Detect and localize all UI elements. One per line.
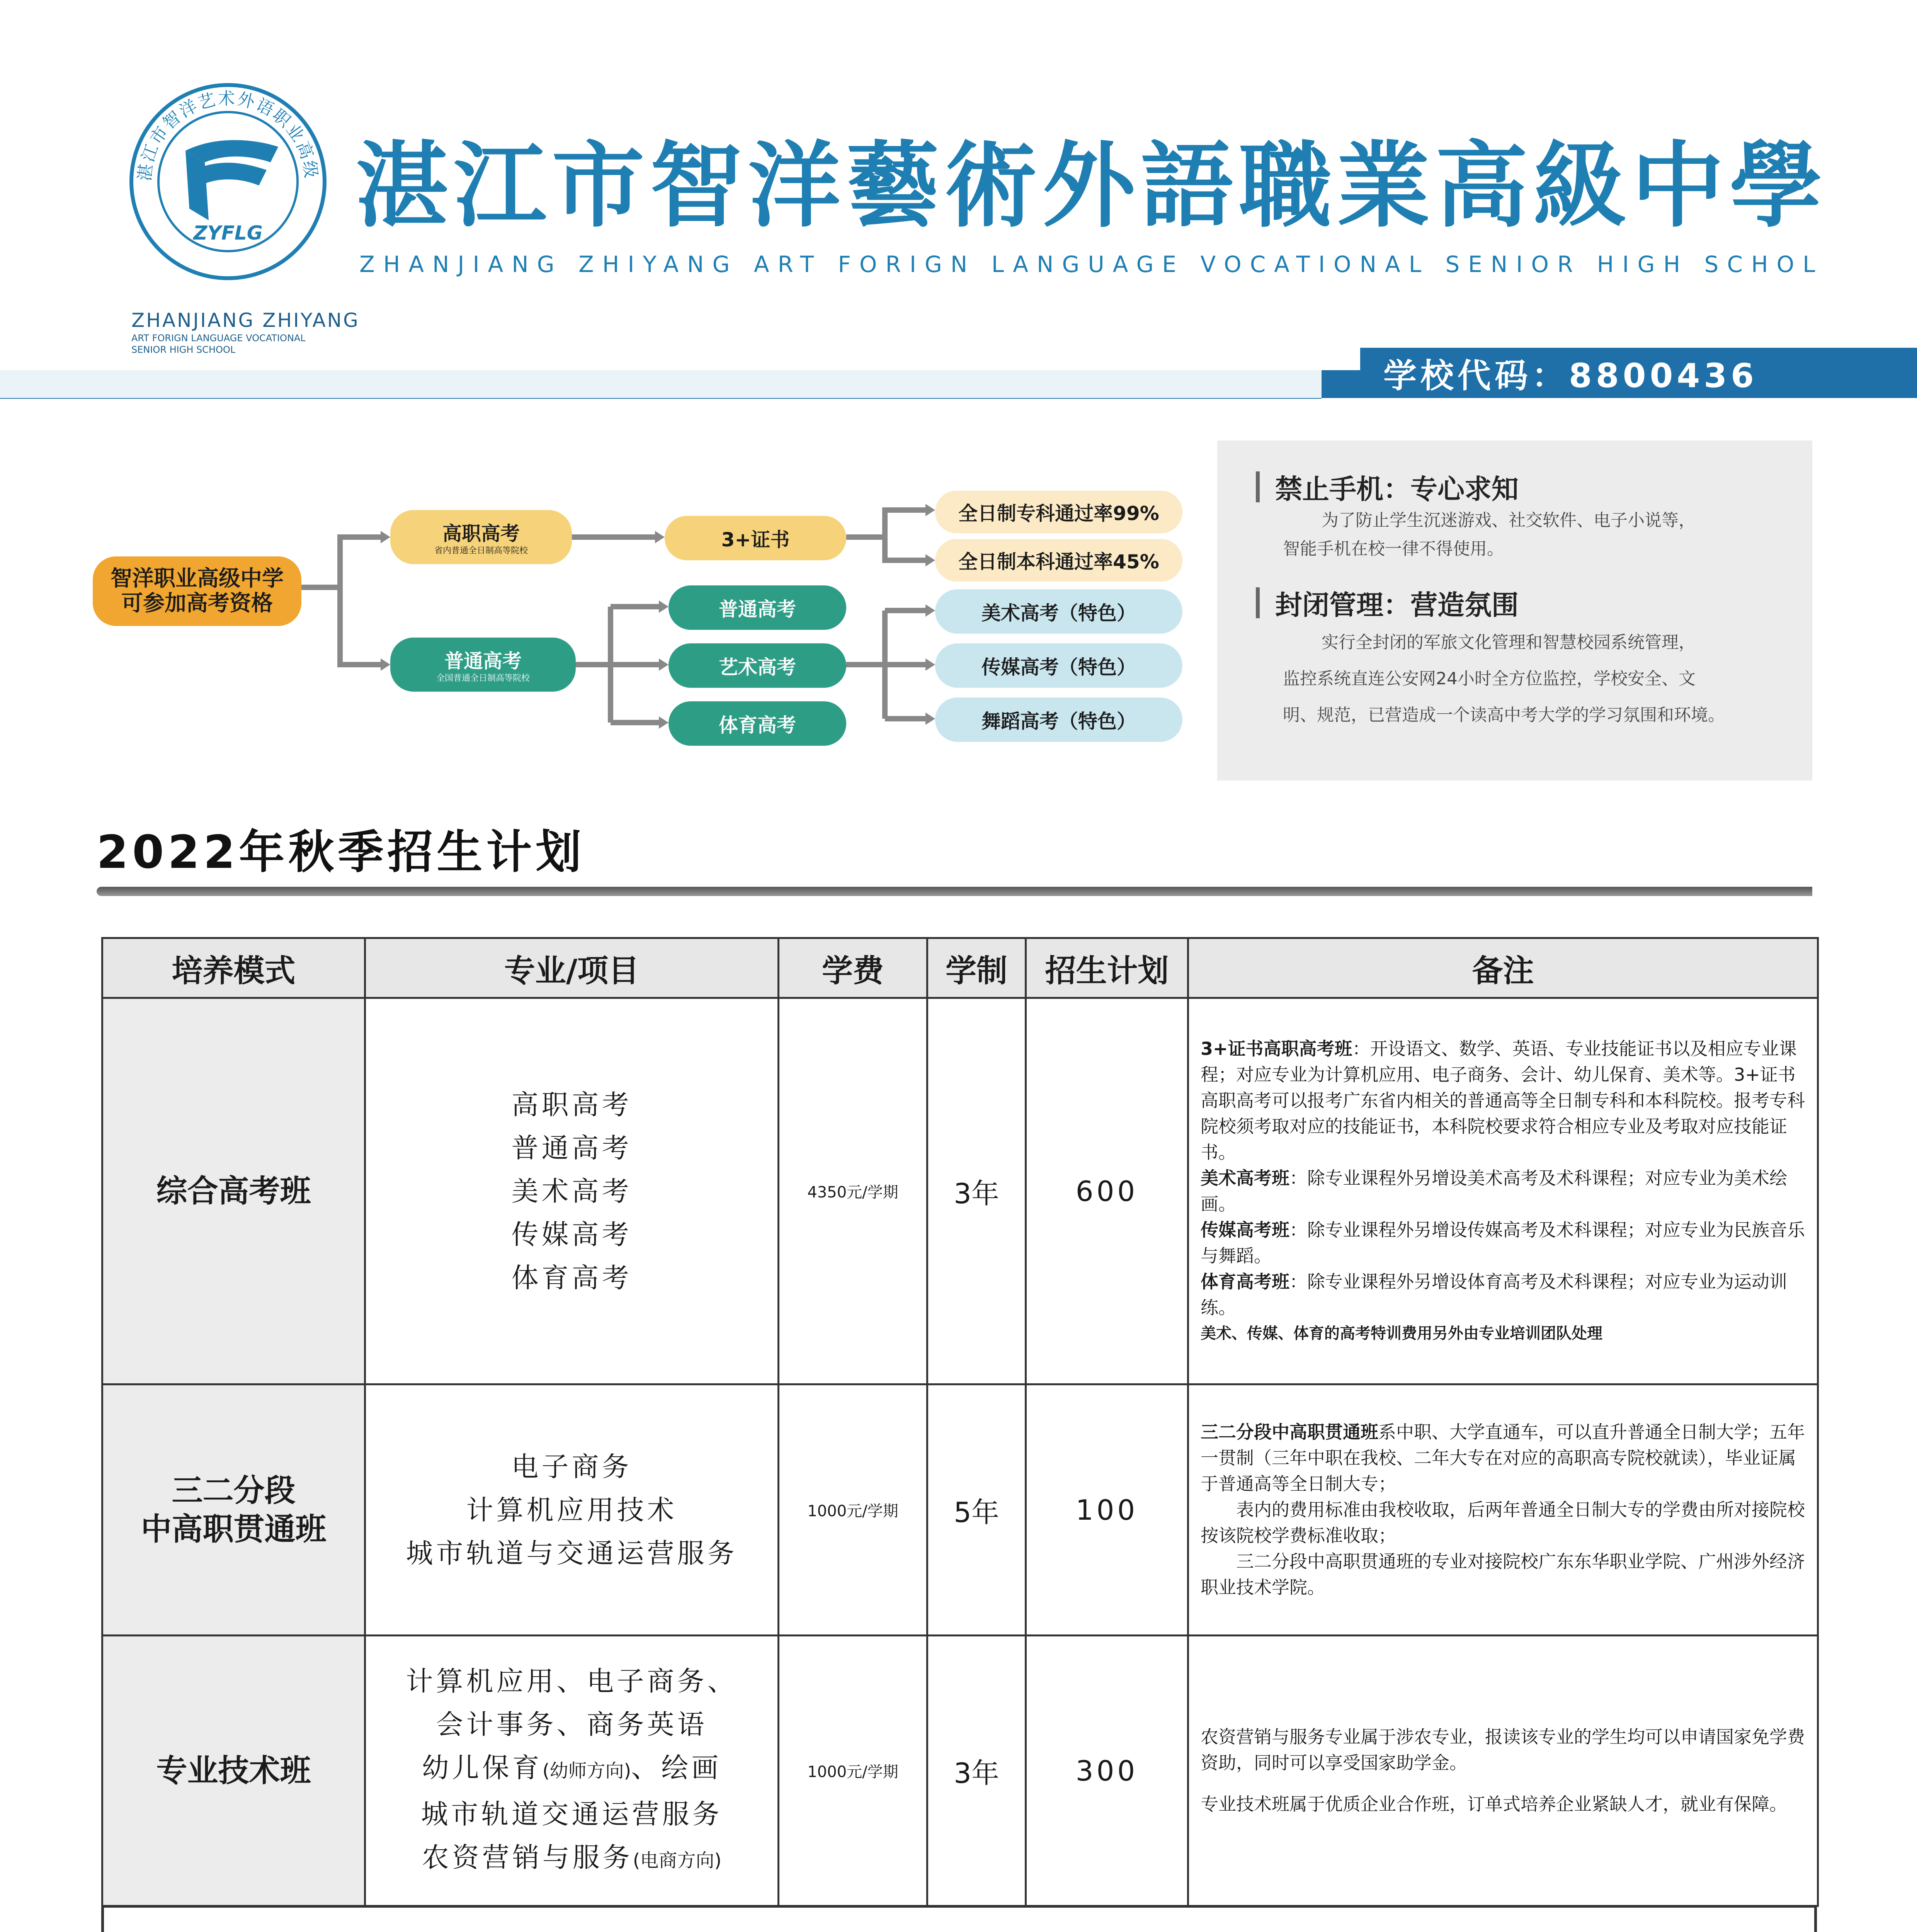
flow-rate-1-label: 全日制专科通过率99% <box>958 502 1159 525</box>
major-item: 计算机应用技术 <box>466 1494 677 1526</box>
note-text: 表内的费用标准由我校收取，后两年普通全日制大专的学费由所对接院校按该院校学费标准收取； <box>1201 1499 1805 1546</box>
enrollment-table <box>101 937 1819 1907</box>
rules-info-box <box>1217 440 1812 781</box>
row3-majors <box>365 1636 779 1906</box>
section-title: 2022年秋季招生计划 <box>97 825 585 879</box>
major-item: 普通高考 <box>511 1132 632 1164</box>
note-text: ：开设语文、数学、英语、专业技能证书以及相应专业课程；对应专业为计算机应用、电子商务、会计、幼儿保育、美术等。3+证书高职高考可以报考广东省内相关的普通高等全日制专科和本科院校。报考专科院校须考取对应的技能证书，本科院校要求符合相应专业及考取对应技能证书。 <box>1201 1038 1805 1163</box>
school-code-badge: 学校代码：8800436 <box>1360 348 1917 398</box>
info-text-closed-1: 实行全封闭的军旅文化管理和智慧校园系统管理， <box>1322 633 1696 652</box>
table-row <box>102 1636 1818 1906</box>
major-item: 传媒高考 <box>511 1218 632 1250</box>
table-row <box>102 998 1818 1384</box>
flow-sub-putong <box>668 585 846 630</box>
col-header-fee: 学费 <box>779 938 927 998</box>
major-text: 、绘画 <box>631 1752 722 1784</box>
row2-mode-line2: 中高职贯通班 <box>141 1511 327 1547</box>
svg-text:湛江市智洋艺术外语职业高级中学: 湛江市智洋艺术外语职业高级 <box>134 88 321 182</box>
flow-sub-yishu <box>668 643 846 688</box>
note-text: ：除专业课程外另增设美术高考及术科课程；对应专业为美术绘画。 <box>1201 1167 1787 1214</box>
flow-spec-2-label: 传媒高考（特色） <box>981 656 1136 679</box>
note-text: ：除专业课程外另增设传媒高考及术科课程；对应专业为民族音乐与舞蹈。 <box>1201 1219 1805 1266</box>
row3-fee: 1000元/学期 <box>779 1636 927 1906</box>
flow-cert <box>665 516 846 560</box>
flow-rate-2-label: 全日制本科通过率45% <box>958 551 1159 573</box>
row1-years: 3年 <box>927 998 1026 1384</box>
table-row <box>102 1384 1818 1636</box>
note-text: 三二分段中高职贯通班的专业对接院校广东东华职业学院、广州涉外经济职业技术学院。 <box>1201 1551 1805 1598</box>
info-text-phone-1: 为了防止学生沉迷游戏、社交软件、电子小说等， <box>1322 510 1696 530</box>
major-text: 幼儿保育 <box>422 1752 543 1784</box>
col-header-note: 备注 <box>1188 938 1818 998</box>
row1-mode: 综合高考班 <box>102 998 365 1384</box>
flow-spec-2 <box>935 643 1182 688</box>
major-item: 体育高考 <box>511 1262 632 1294</box>
col-header-years: 学制 <box>927 938 1026 998</box>
col-header-mode: 培养模式 <box>102 938 365 998</box>
note-bold: 美术高考班 <box>1201 1167 1289 1189</box>
fees-box <box>101 1905 1817 1932</box>
flow-rate-2 <box>935 539 1182 582</box>
note-bold: 体育高考班 <box>1201 1271 1289 1292</box>
info-bar-1 <box>1256 471 1260 502</box>
major-direction: (幼师方向) <box>542 1760 631 1782</box>
note-bold: 传媒高考班 <box>1201 1219 1289 1240</box>
major-item: 城市轨道交通运营服务 <box>421 1798 723 1830</box>
row2-years: 5年 <box>927 1384 1026 1636</box>
flow-sub-tiyu <box>668 701 846 746</box>
table-header-row <box>102 938 1818 998</box>
flow-root-label: 智洋职业高级中学 可参加高考资格 <box>111 566 284 616</box>
info-text-phone-2: 智能手机在校一律不得使用。 <box>1283 539 1504 559</box>
flow-spec-1 <box>935 589 1182 634</box>
row3-plan: 300 <box>1026 1636 1188 1906</box>
row1-plan: 600 <box>1026 998 1188 1384</box>
flow-sub-tiyu-label: 体育高考 <box>719 714 796 736</box>
row3-mode: 专业技术班 <box>102 1636 365 1906</box>
row2-mode-line1: 三二分段 <box>172 1472 296 1509</box>
major-item: 美术高考 <box>511 1175 632 1207</box>
fee-line-dorm <box>135 1923 1783 1932</box>
flow-spec-3 <box>935 697 1182 742</box>
note-text: 系中职、大学直通车，可以直升普通全日制大学；五年一贯制（三年中职在我校、二年大专在对应的高职高专院校就读），毕业证属于普通高等全日制大专； <box>1201 1422 1805 1494</box>
flow-putong-sub: 全国普通全日制高等院校 <box>436 673 530 683</box>
note-text: ：除专业课程外另增设体育高考及术科课程；对应专业为运动训练。 <box>1201 1271 1787 1318</box>
flow-sub-putong-label: 普通高考 <box>719 598 796 621</box>
note-bold: 三二分段中高职贯通班 <box>1201 1422 1378 1442</box>
flow-cert-label: 3+证书 <box>721 528 790 551</box>
flow-spec-3-label: 舞蹈高考（特色） <box>981 710 1136 733</box>
row2-mode <box>102 1384 365 1636</box>
flow-sub-yishu-label: 艺术高考 <box>719 656 796 679</box>
major-direction: (电商方向) <box>633 1849 722 1871</box>
major-item: 计算机应用、电子商务、 <box>406 1665 738 1697</box>
row1-fee: 4350元/学期 <box>779 998 927 1384</box>
flow-gaozhi-title: 高职高考 <box>442 522 520 545</box>
row2-majors <box>365 1384 779 1636</box>
flow-putong-title: 普通高考 <box>444 650 522 672</box>
flow-spec-1-label: 美术高考（特色） <box>981 602 1136 624</box>
row1-majors <box>365 998 779 1384</box>
note-text: 农资营销与服务专业属于涉农专业，报读该专业的学生均可以申请国家免学费资助，同时可以享受国家助学金。 <box>1201 1726 1805 1773</box>
info-title-closed: 封闭管理：营造氛围 <box>1275 589 1519 621</box>
major-item: 电子商务 <box>511 1451 632 1483</box>
row1-note <box>1188 998 1818 1384</box>
note-text: 专业技术班属于优质企业合作班，订单式培养企业紧缺人才，就业有保障。 <box>1201 1794 1787 1815</box>
major-text: 农资营销与服务 <box>422 1841 633 1873</box>
major-item: 城市轨道与交通运营服务 <box>406 1537 738 1569</box>
info-text-closed-3: 明、规范，已营造成一个读高中考大学的学习氛围和环境。 <box>1283 705 1725 725</box>
major-item <box>366 1836 777 1882</box>
major-item <box>366 1746 777 1793</box>
major-item: 会计事务、商务英语 <box>436 1708 708 1740</box>
flow-rate-1 <box>935 491 1182 533</box>
row3-years: 3年 <box>927 1636 1026 1906</box>
svg-text:ZYFLG: ZYFLG <box>193 222 263 244</box>
logo-caption: ZHANJIANG ZHIYANG <box>131 309 360 332</box>
flow-gaozhi <box>390 510 572 564</box>
row2-fee: 1000元/学期 <box>779 1384 927 1636</box>
info-text-closed-2: 监控系统直连公安网24小时全方位监控，学校安全、文 <box>1283 669 1696 689</box>
row2-plan: 100 <box>1026 1384 1188 1636</box>
note-footnote: 美术、传媒、体育的高考特训费用另外由专业培训团队处理 <box>1201 1324 1602 1342</box>
major-item: 高职高考 <box>511 1088 632 1121</box>
logo-caption-sub: ART FORIGN LANGUAGE VOCATIONAL SENIOR HIGH SCHOOL <box>131 333 306 355</box>
flow-putong <box>390 638 576 692</box>
col-header-major: 专业/项目 <box>365 938 779 998</box>
col-header-plan: 招生计划 <box>1026 938 1188 998</box>
info-title-phone: 禁止手机：专心求知 <box>1275 473 1519 505</box>
flow-root <box>93 556 301 626</box>
info-bar-2 <box>1256 587 1260 618</box>
note-bold: 3+证书高职高考班 <box>1201 1038 1352 1059</box>
flow-gaozhi-sub: 省内普通全日制高等院校 <box>434 546 528 556</box>
section-rule <box>97 887 1812 896</box>
school-name-chinese: 湛江市智洋藝術外語職業高級中學 <box>356 131 1828 240</box>
row2-note <box>1188 1384 1818 1636</box>
row3-note <box>1188 1636 1818 1906</box>
school-name-english: ZHANJIANG ZHIYANG ART FORIGN LANGUAGE VOCATIONAL SENIOR HIGH SCHOL <box>359 251 1824 277</box>
